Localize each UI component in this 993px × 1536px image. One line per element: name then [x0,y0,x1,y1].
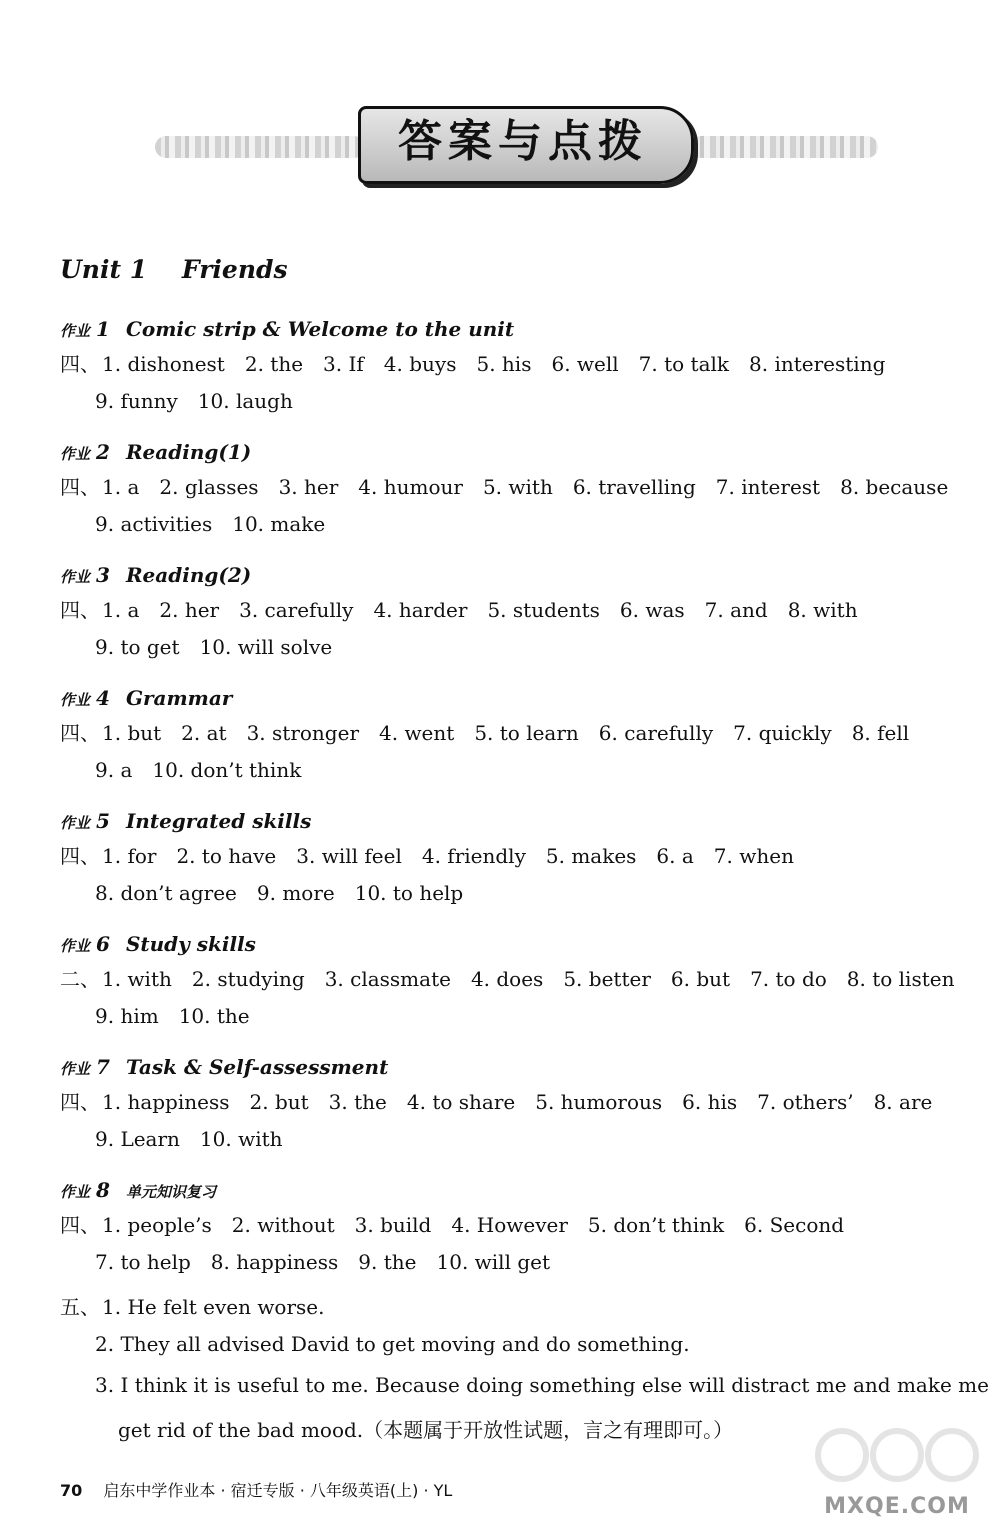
answer-item: 10. the [178,1004,250,1028]
answer-item: 1. dishonest [102,352,225,376]
answer-item: 6. travelling [572,475,696,499]
answer-item: 10. make [232,512,326,536]
answer-item: 2. glasses [159,475,259,499]
answer-item: 10. with [199,1127,283,1151]
answer-line [60,1086,952,1115]
answer-item: 2. to have [176,844,277,868]
section-number: 6 [96,932,110,956]
watermark-text: MXQE.COM [824,1494,970,1519]
answer-item: 2. studying [191,967,305,991]
answer-item: 3. carefully [239,598,354,622]
answer-item: 8. don’t agree [95,881,237,905]
answer-item: 8. fell [851,721,910,745]
answer-line [95,881,483,905]
banner-decoration-right [690,136,878,158]
answer-item: 5. his [476,352,532,376]
answer-item: 9. him [95,1004,159,1028]
section-number: 3 [96,563,110,587]
book-title: 启东中学作业本 · 宿迁专版 · 八年级英语(上) · YL [103,1481,453,1500]
section-title: Study skills [125,932,256,956]
answer-line [95,512,345,536]
answer-item: 8. because [840,475,949,499]
answer-line [60,348,905,377]
answer-item: 6. a [656,844,694,868]
answer-item: 4. to share [406,1090,516,1114]
answer-item: 5. to learn [474,721,579,745]
answer-item: 3. the [328,1090,387,1114]
section-title: Task & Self-assessment [125,1055,389,1079]
answer-item: 5. students [487,598,600,622]
question-group-label: 四、 [60,721,100,745]
answer-item: 2. her [159,598,220,622]
question-group-label: 二、 [60,967,100,991]
answer-item: 7. when [713,844,794,868]
answer-item: 9. activities [95,512,213,536]
section-tag: 作业 [60,691,91,709]
answer-item: 1. people’s [102,1213,212,1237]
answer-item: 7. interest [715,475,821,499]
question-group-label: 四、 [60,844,100,868]
question-group-label: 四、 [60,598,100,622]
answer-item: 9. more [256,881,335,905]
question-group-label: 四、 [60,1090,100,1114]
answer-item: 3. I think it is useful to me. Because doing something else will distract me and make me [95,1373,989,1397]
section-header-1 [60,317,514,341]
answer-item: 1. a [102,598,140,622]
answer-item: 8. to listen [846,967,955,991]
answer-item: 5. with [482,475,553,499]
answer-item: 3. classmate [324,967,451,991]
question-group-label: 四、 [60,475,100,499]
answer-item: 5. makes [545,844,637,868]
answer-line [118,1414,753,1443]
question-group-label: 五、 [60,1295,100,1319]
page-footer [60,1478,452,1501]
section-header-7 [60,1055,388,1079]
answer-item: 7. others’ [757,1090,854,1114]
answer-item: 7. to do [750,967,827,991]
section-header-4 [60,686,232,710]
answer-item: 10. don’t think [152,758,302,782]
section-header-2 [60,440,251,464]
answer-item: 2. the [244,352,304,376]
section-header-8 [60,1178,216,1202]
answer-item: 7. to talk [638,352,730,376]
section-title: Grammar [125,686,233,710]
answer-item: 5. humorous [535,1090,663,1114]
section-tag: 作业 [60,568,91,586]
section-tag: 作业 [60,445,91,463]
section-tag: 作业 [60,322,91,340]
question-group-label: 四、 [60,352,100,376]
answer-item: 7. quickly [733,721,832,745]
answer-line [95,1373,993,1397]
answer-item: 4. humour [358,475,463,499]
answer-line [60,963,974,992]
section-header-6 [60,932,256,956]
answer-item: 3. her [278,475,339,499]
section-number: 5 [96,809,110,833]
answer-line [95,1332,710,1356]
section-tag: 作业 [60,1060,91,1078]
answer-item: 2. at [181,721,227,745]
answer-item: 2. They all advised David to get moving and do something. [95,1332,690,1356]
answer-line [60,594,878,623]
answer-line [95,1004,270,1028]
answer-item: 6. Second [744,1213,845,1237]
answer-item: 7. to help [95,1250,191,1274]
answer-item: 1. He felt even worse. [102,1295,325,1319]
answer-item: 9. funny [95,389,178,413]
answer-item: 3. If [323,352,364,376]
answer-item: 8. interesting [749,352,886,376]
answer-line [95,389,313,413]
answer-line [95,635,352,659]
answer-line [60,717,929,746]
question-group-label: 四、 [60,1213,100,1237]
banner-decoration-left [155,136,365,158]
answer-item: 6. carefully [598,721,714,745]
answer-item: 9. to get [95,635,180,659]
section-tag: 作业 [60,937,91,955]
answer-item: 4. However [451,1213,568,1237]
answer-item: 9. a [95,758,133,782]
answer-item: 9. the [358,1250,417,1274]
unit-title: Unit 1 Friends [60,255,288,284]
answer-item: 3. will feel [296,844,402,868]
answer-item: 5. better [563,967,651,991]
section-title: Comic strip & Welcome to the unit [125,317,515,341]
answer-line [95,758,321,782]
answer-item: 10. laugh [197,389,293,413]
answer-item: 6. was [619,598,685,622]
section-title: Reading(2) [125,563,252,587]
answer-item: 4. friendly [421,844,526,868]
answer-item: 3. build [354,1213,432,1237]
answer-item: 10. will solve [199,635,333,659]
section-header-5 [60,809,311,833]
answer-item: 8. with [787,598,858,622]
section-tag: 作业 [60,1183,91,1201]
answer-item: 8. are [873,1090,933,1114]
answer-item: 1. with [102,967,172,991]
answer-item: 6. his [682,1090,738,1114]
section-title: Reading(1) [125,440,252,464]
section-number: 7 [96,1055,110,1079]
section-number: 8 [96,1178,110,1202]
section-title: Integrated skills [125,809,312,833]
answer-item: 9. Learn [95,1127,180,1151]
answer-item: 3. stronger [246,721,359,745]
answer-item: 2. but [249,1090,309,1114]
answer-item: 1. happiness [102,1090,230,1114]
answer-item: 10. to help [354,881,464,905]
section-header-3 [60,563,251,587]
answer-item: 1. but [102,721,162,745]
page-title: 答案与点拨 [398,116,648,167]
answer-item: 6. but [670,967,731,991]
answer-item: get rid of the bad mood.（本题属于开放性试题，言之有理即可。） [118,1418,734,1442]
page-number: 70 [60,1481,83,1500]
answer-item: 8. happiness [210,1250,339,1274]
answer-item: 4. harder [373,598,468,622]
answer-line [60,471,968,500]
answer-item: 10. will get [436,1250,551,1274]
answer-line [60,840,814,869]
section-tag: 作业 [60,814,91,832]
answer-item: 2. without [231,1213,335,1237]
section-number: 2 [96,440,110,464]
answer-item: 6. well [551,352,619,376]
answer-item: 1. for [102,844,157,868]
answer-line [95,1127,303,1151]
answer-item: 4. does [470,967,544,991]
answer-line [60,1209,864,1238]
answer-line [95,1250,570,1274]
answer-item: 1. a [102,475,140,499]
answer-line [60,1291,345,1320]
section-title: 单元知识复习 [125,1183,216,1201]
section-number: 4 [96,686,110,710]
answer-item: 4. went [379,721,455,745]
section-number: 1 [96,317,110,341]
answer-item: 5. don’t think [587,1213,725,1237]
answer-item: 7. and [704,598,768,622]
answer-item: 4. buys [383,352,457,376]
